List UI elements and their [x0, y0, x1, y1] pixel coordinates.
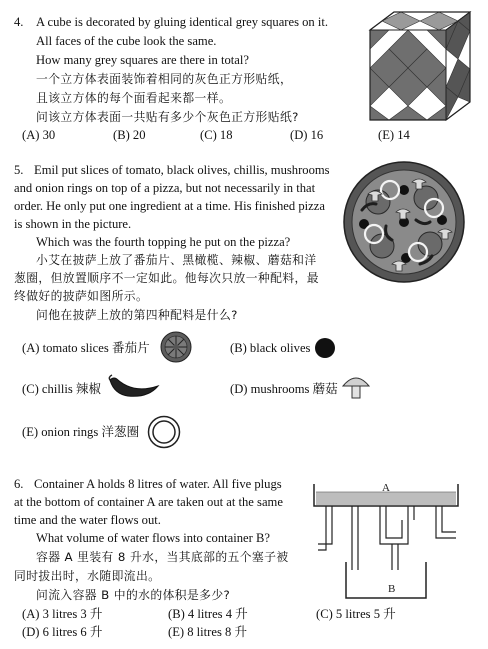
q6-line-6: 同时拔出时，水随即流出。: [14, 569, 161, 583]
q5-line-9: 问他在披萨上放的第四种配料是什么?: [36, 308, 238, 322]
q5-line-1: Emil put slices of tomato, black olives, chillis, mushrooms: [34, 163, 330, 177]
q6-option-d[interactable]: (D) 6 litres 6 升: [22, 625, 103, 639]
q6-option-e[interactable]: (E) 8 litres 8 升: [168, 625, 248, 639]
q5-option-b-label: (B) black olives: [230, 341, 311, 355]
container-b-label: B: [388, 583, 396, 595]
q5-option-e[interactable]: [22, 424, 139, 440]
q4-option-b[interactable]: (B) 20: [113, 128, 146, 142]
q6-line-7: 问流入容器 B 中的水的体积是多少?: [36, 588, 231, 602]
containers-diagram: [312, 480, 462, 602]
q4-option-c[interactable]: (C) 18: [200, 128, 233, 142]
q5-option-c[interactable]: [22, 381, 101, 397]
q5-option-a-label: (A) tomato slices 番茄片: [22, 341, 150, 355]
q4-option-d[interactable]: (D) 16: [290, 128, 324, 142]
q4-line-3: How many grey squares are there in total?: [36, 53, 249, 67]
q4-option-a[interactable]: (A) 30: [22, 128, 56, 142]
tomato-slice-icon: [160, 331, 192, 363]
q5-number: 5.: [14, 163, 24, 177]
q4-line-5: 且该立方体的每个面看起来都一样。: [36, 91, 232, 105]
q4-option-e[interactable]: (E) 14: [378, 128, 410, 142]
q5-option-c-label: (C) chillis 辣椒: [22, 382, 102, 396]
q5-option-e-label: (E) onion rings 洋葱圈: [22, 425, 140, 439]
q5-option-a[interactable]: [22, 340, 150, 356]
q5-option-d-label: (D) mushrooms 蘑菇: [230, 382, 338, 396]
pizza-figure: [342, 160, 466, 284]
q4-line-4: 一个立方体表面装饰着相同的灰色正方形贴纸，: [36, 72, 293, 86]
onion-ring-icon: [147, 415, 181, 449]
mushroom-icon: [341, 372, 371, 402]
q5-line-3: order. He only put one ingredient at a time. His finished pizza: [14, 199, 325, 213]
decorated-cube-figure: [366, 8, 478, 126]
q6-number: 6.: [14, 477, 24, 491]
q6-line-1: Container A holds 8 litres of water. All five plugs: [34, 477, 282, 491]
container-a-label: A: [382, 482, 390, 494]
q6-option-b[interactable]: (B) 4 litres 4 升: [168, 607, 248, 621]
black-olive-icon: [314, 337, 336, 359]
q5-line-2: and onion rings on top of a pizza, but not necessarily in that: [14, 181, 316, 195]
q5-line-6: 小艾在披萨上放了番茄片、黑橄榄、辣椒、蘑菇和洋: [36, 253, 317, 267]
q6-line-5: 容器 A 里装有 8 升水，当其底部的五个塞子被: [36, 550, 289, 564]
q6-line-3: time and the water flows out.: [14, 513, 161, 527]
q4-line-1: A cube is decorated by gluing identical grey squares on it.: [36, 15, 329, 29]
q5-option-d[interactable]: [230, 381, 338, 397]
q5-line-5: Which was the fourth topping he put on the pizza?: [36, 235, 291, 249]
q6-option-a[interactable]: (A) 3 litres 3 升: [22, 607, 103, 621]
q6-line-4: What volume of water flows into container B?: [36, 531, 270, 545]
q4-line-6: 问该立方体表面一共贴有多少个灰色正方形贴纸?: [36, 110, 299, 124]
chilli-icon: [108, 374, 160, 398]
q5-line-4: is shown in the picture.: [14, 217, 132, 231]
q4-line-2: All faces of the cube look the same.: [36, 34, 217, 48]
q5-option-b[interactable]: [230, 340, 310, 356]
q6-line-2: at the bottom of container A are taken out at the same: [14, 495, 283, 509]
q4-number: 4.: [14, 15, 24, 29]
q6-option-c[interactable]: (C) 5 litres 5 升: [316, 607, 396, 621]
q5-line-8: 终做好的披萨如图所示。: [14, 289, 149, 303]
q5-line-7: 葱圈，但放置顺序不一定如此。他每次只放一种配料，最: [14, 271, 319, 285]
